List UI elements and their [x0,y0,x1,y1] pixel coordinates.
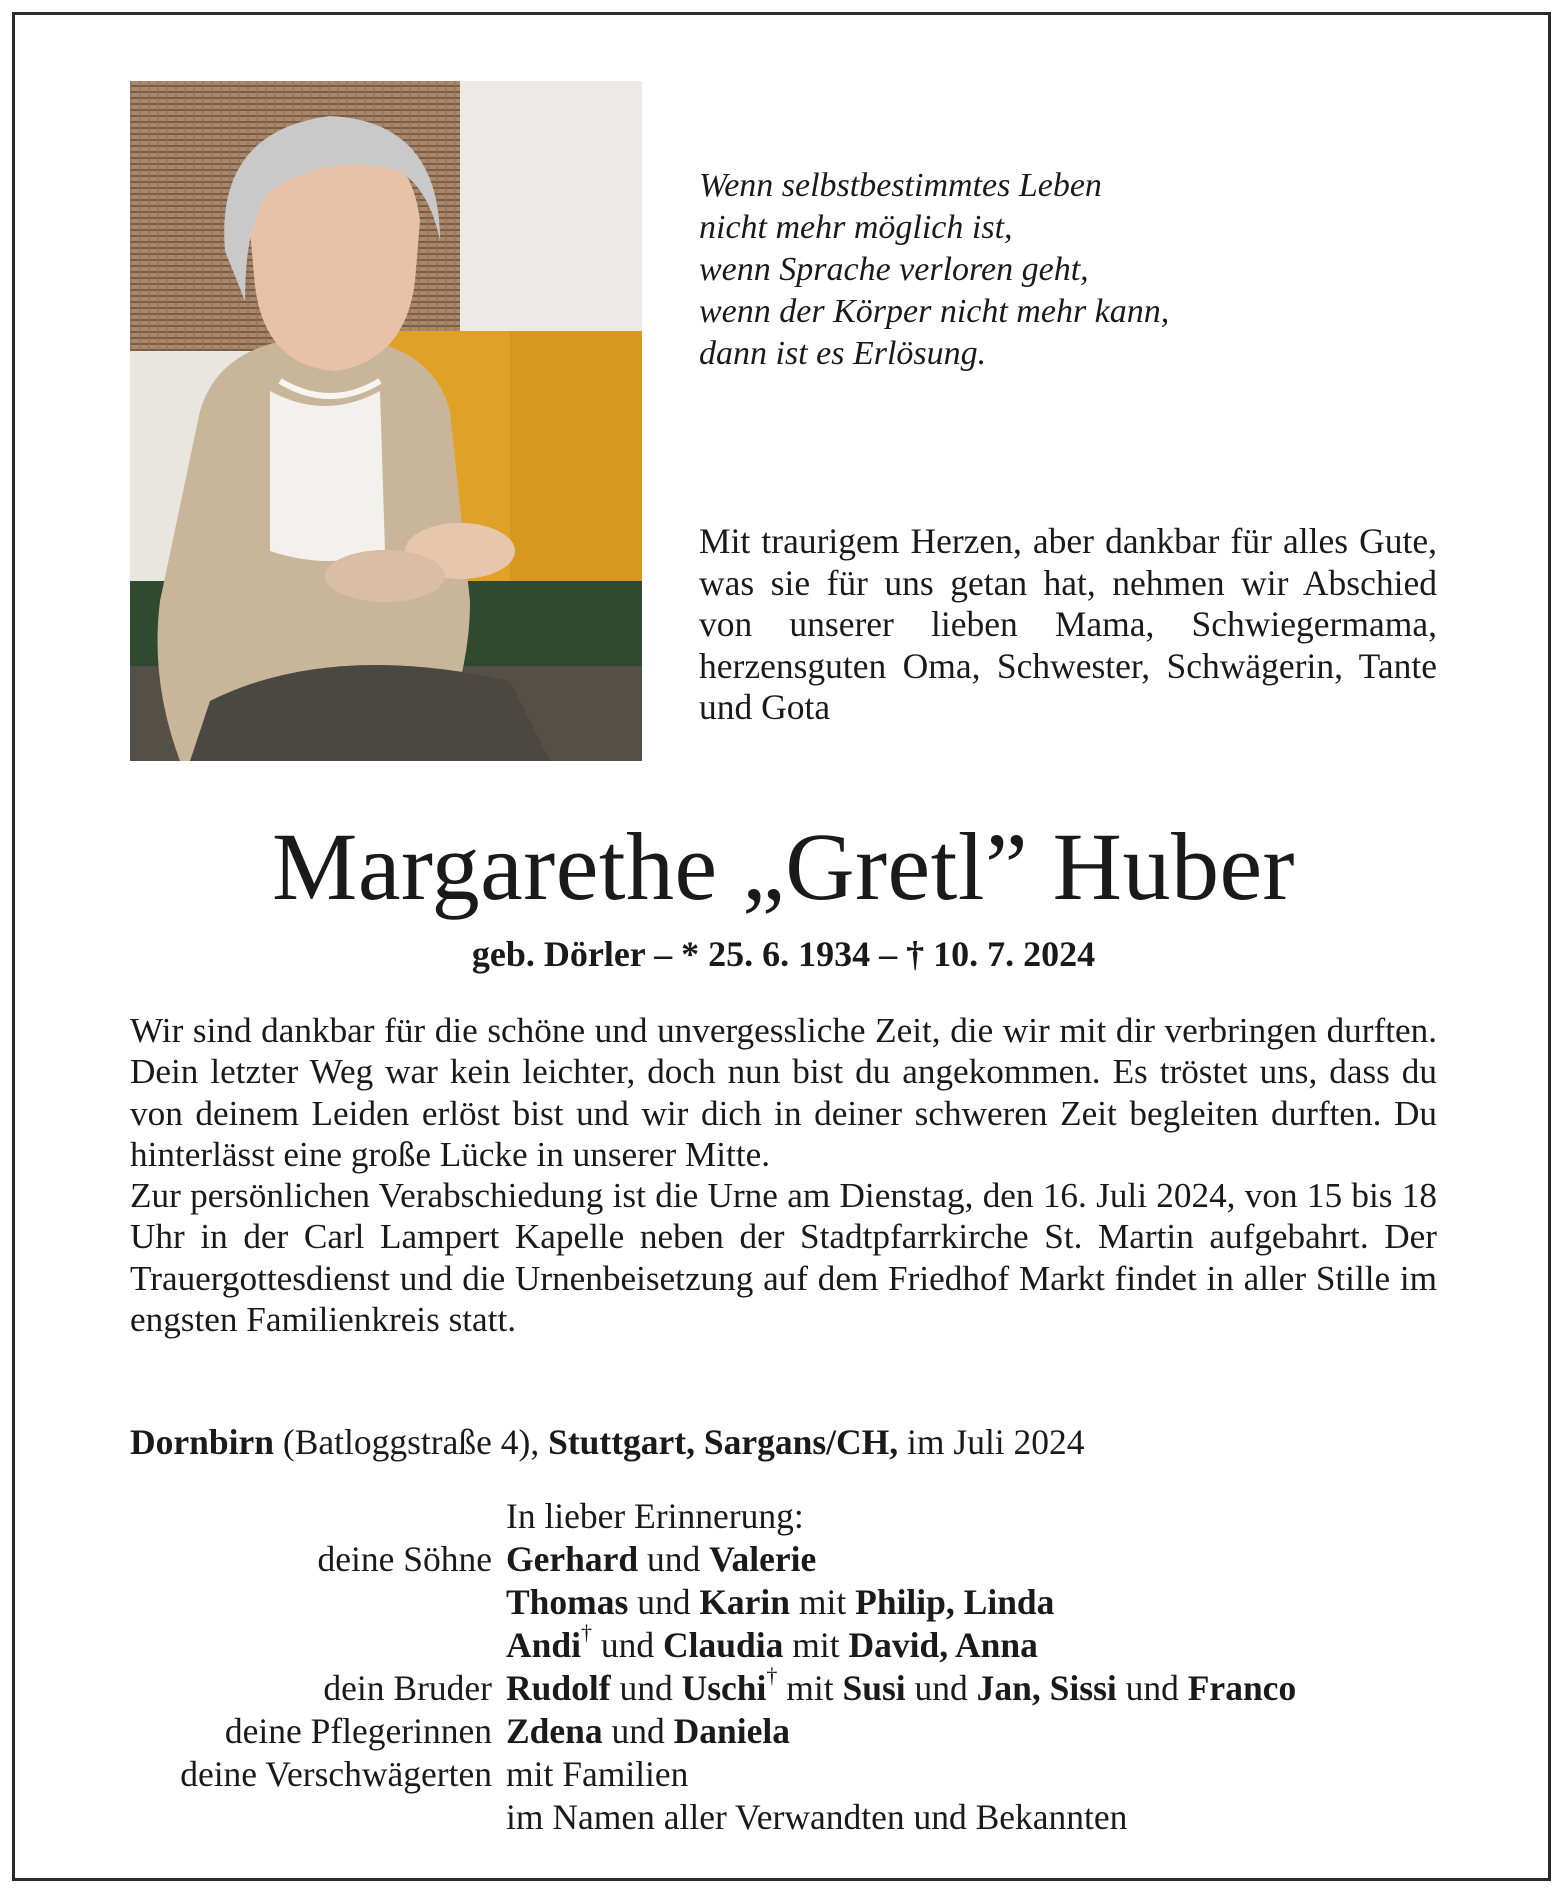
place-and-date [130,1420,1085,1464]
poem-line: wenn der Körper nicht mehr kann, [699,293,1170,330]
place-date: im Juli 2024 [907,1422,1085,1462]
deceased-dates: geb. Dörler – * 25. 6. 1934 – † 10. 7. 2024 [471,934,1096,974]
closing-line: im Namen aller Verwandten und Bekannten [506,1797,1128,1837]
mourner-label: deine Pflegerinnen [224,1711,492,1751]
mourner-names: Rudolf und Uschi† mit Susi und Jan, Sissi und Franco [506,1663,1297,1708]
body-text [130,1010,1437,1340]
mourner-names: Thomas und Karin mit Philip, Linda [506,1582,1055,1622]
cross-icon: † [766,1663,778,1689]
intro-text: Mit traurigem Herzen, aber dankbar für alles Gute, was sie für uns getan hat, nehmen wir Abschied von unserer lieben Mama, Schwiegermama, herzensguten Oma, Schwester, Schwägerin, Tante und Gota [699,521,1437,727]
poem-line: Wenn selbstbestimmtes Leben [699,167,1102,204]
mourner-names: Andi† und Claudia mit David, Anna [506,1620,1038,1665]
body-paragraph: Wir sind dankbar für die schöne und unvergessliche Zeit, die wir mit dir verbringen durften. Dein letzter Weg war kein leichter, doch nun bist du angekommen. Es tröstet uns, dass du von deinem Leiden erlöst bist und wir dich in deiner schweren Zeit begleiten durften. Du hinterlässt eine große Lücke in unserer Mitte. [130,1011,1437,1174]
mourners-heading: In lieber Erinnerung: [506,1496,804,1536]
cross-icon: † [581,1620,592,1646]
mourner-names: mit Familien [506,1754,689,1794]
place-others: Stuttgart, Sargans/CH, [548,1422,899,1462]
mourner-label: deine Verschwägerten [180,1754,492,1794]
portrait-photo [130,81,642,761]
poem [699,165,1459,375]
deceased-name: Margarethe „Gretl” Huber [271,813,1296,920]
place-address: (Batloggstraße 4), [282,1422,540,1462]
place-city: Dornbirn [130,1422,274,1462]
poem-line: wenn Sprache verloren geht, [699,251,1089,288]
poem-line: dann ist es Erlösung. [699,335,987,372]
poem-line: nicht mehr möglich ist, [699,209,1013,246]
body-paragraph: Zur persönlichen Verabschiedung ist die Urne am Dienstag, den 16. Juli 2024, von 15 bis 18 Uhr in der Carl Lampert Kapelle neben der Stadtpfarrkirche St. Martin aufgebahrt. Der Trauergottesdienst und die Urnenbeisetzung auf dem Friedhof Markt findet in aller Stille im engsten Familienkreis statt. [130,1176,1437,1340]
mourner-label: dein Bruder [323,1668,492,1708]
mourner-names: Zdena und Daniela [506,1711,791,1751]
mourner-label: deine Söhne [317,1539,492,1579]
mourner-names: Gerhard und Valerie [506,1539,817,1579]
